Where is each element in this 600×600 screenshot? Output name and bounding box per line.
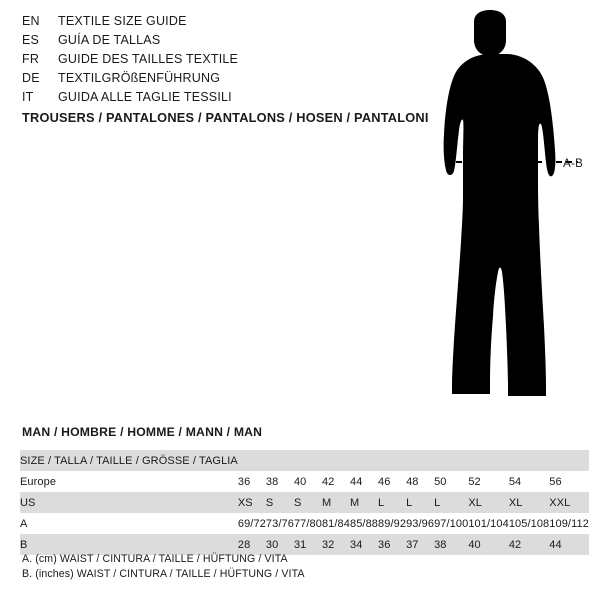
language-text: TEXTILGRÖßENFÜHRUNG — [58, 71, 221, 85]
cell: 52 — [468, 471, 508, 492]
cell: 105/108 — [509, 513, 549, 534]
cell: 54 — [509, 471, 549, 492]
cell: 109/112 — [549, 513, 589, 534]
table-title: MAN / HOMBRE / HOMME / MANN / MAN — [22, 425, 263, 439]
row-label: US — [20, 492, 238, 513]
language-text: TEXTILE SIZE GUIDE — [58, 14, 187, 28]
cell: 31 — [294, 534, 322, 555]
language-list — [22, 14, 402, 109]
cell — [350, 450, 378, 471]
silhouette-figure — [400, 10, 600, 410]
cell: L — [378, 492, 406, 513]
cell: 36 — [238, 471, 266, 492]
cell: XXL — [549, 492, 589, 513]
row-label: Europe — [20, 471, 238, 492]
cell: S — [294, 492, 322, 513]
cell: 56 — [549, 471, 589, 492]
footnote-a: A. (cm) WAIST / CINTURA / TAILLE / HÜFTUNG / VITA — [22, 553, 288, 565]
language-code: ES — [22, 33, 40, 47]
cell: 36 — [378, 534, 406, 555]
cell — [434, 450, 468, 471]
cell: 40 — [468, 534, 508, 555]
footnotes — [22, 552, 305, 582]
cell: XL — [468, 492, 508, 513]
cell: 93/96 — [406, 513, 434, 534]
row-label: SIZE / TALLA / TAILLE / GRÖSSE / TAGLIA — [20, 450, 238, 471]
language-row — [22, 33, 402, 52]
cell: 97/100 — [434, 513, 468, 534]
cell: S — [266, 492, 294, 513]
cell: 42 — [322, 471, 350, 492]
language-code: FR — [22, 52, 40, 66]
cell: L — [434, 492, 468, 513]
language-row — [22, 71, 402, 90]
cell — [549, 450, 589, 471]
language-row — [22, 14, 402, 33]
measure-label-ab: A-B — [563, 158, 584, 170]
cell: 69/72 — [238, 513, 266, 534]
cell: XL — [509, 492, 549, 513]
cell: 30 — [266, 534, 294, 555]
cell: 50 — [434, 471, 468, 492]
cell: M — [322, 492, 350, 513]
table-row — [20, 513, 589, 534]
cell — [238, 450, 266, 471]
cell: L — [406, 492, 434, 513]
cell — [322, 450, 350, 471]
cell: 38 — [266, 471, 294, 492]
language-text: GUÍA DE TALLAS — [58, 33, 161, 47]
cell: XS — [238, 492, 266, 513]
language-row — [22, 52, 402, 71]
language-row — [22, 90, 402, 109]
footnote-b: B. (inches) WAIST / CINTURA / TAILLE / HÜFTUNG / VITA — [22, 568, 305, 580]
size-table — [20, 450, 589, 555]
row-label: B — [20, 534, 238, 555]
table-row — [20, 471, 589, 492]
cell: 89/92 — [378, 513, 406, 534]
language-code: IT — [22, 90, 34, 104]
page-title: TROUSERS / PANTALONES / PANTALONS / HOSEN / PANTALONI — [22, 110, 429, 125]
cell: 44 — [350, 471, 378, 492]
cell: 44 — [549, 534, 589, 555]
language-code: EN — [22, 14, 40, 28]
cell: 28 — [238, 534, 266, 555]
cell: 73/76 — [266, 513, 294, 534]
table-row — [20, 450, 589, 471]
cell: 32 — [322, 534, 350, 555]
row-label: A — [20, 513, 238, 534]
cell: 46 — [378, 471, 406, 492]
cell — [509, 450, 549, 471]
cell: M — [350, 492, 378, 513]
cell: 40 — [294, 471, 322, 492]
cell: 81/84 — [322, 513, 350, 534]
cell: 42 — [509, 534, 549, 555]
language-code: DE — [22, 71, 40, 85]
cell: 48 — [406, 471, 434, 492]
cell: 85/88 — [350, 513, 378, 534]
cell: 34 — [350, 534, 378, 555]
cell — [294, 450, 322, 471]
cell — [468, 450, 508, 471]
cell: 38 — [434, 534, 468, 555]
cell: 37 — [406, 534, 434, 555]
cell: 101/104 — [468, 513, 508, 534]
table-row — [20, 492, 589, 513]
language-text: GUIDA ALLE TAGLIE TESSILI — [58, 90, 232, 104]
language-text: GUIDE DES TAILLES TEXTILE — [58, 52, 239, 66]
cell — [406, 450, 434, 471]
cell — [378, 450, 406, 471]
cell: 77/80 — [294, 513, 322, 534]
cell — [266, 450, 294, 471]
